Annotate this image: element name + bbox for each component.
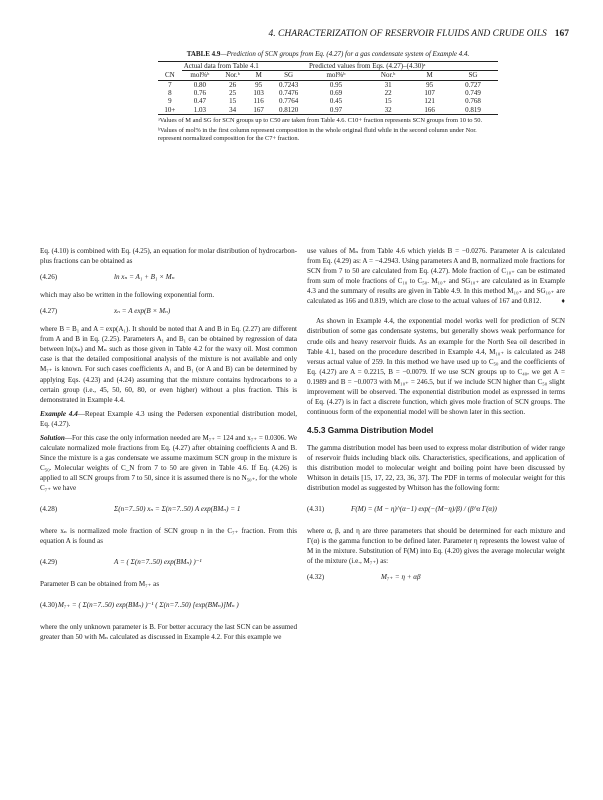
paragraph	[307, 246, 565, 306]
col-header: M	[247, 71, 270, 80]
example-text: —Repeat Example 4.3 using the Pedersen exponential distribution model, Eq. (4.27).	[40, 409, 298, 428]
equation-label: (4.28)	[40, 505, 58, 514]
col-header: CN	[158, 71, 182, 80]
table-row	[158, 89, 498, 97]
table-cell: 10+	[158, 106, 182, 115]
col-header: mol%ᵇ	[307, 71, 365, 80]
equation-4-32	[307, 570, 565, 587]
table-cell: 0.47	[193, 97, 206, 106]
section-heading: 4.5.3 Gamma Distribution Model	[307, 425, 434, 435]
table-cell: 15	[384, 97, 392, 106]
equation-4-28	[40, 497, 297, 523]
solution-title: Solution	[40, 433, 65, 442]
table-cell: 0.80	[193, 80, 206, 89]
table-cell: 7	[168, 80, 172, 89]
table-cell: 8	[168, 88, 172, 97]
table-row	[158, 80, 498, 89]
table-cell: 0.749	[465, 88, 481, 97]
paragraph: Eq. (4.10) is combined with Eq. (4.25), an equation for molar distribution of hydrocarbon-plus fractions can be obtained as	[40, 247, 297, 266]
equation-4-27	[40, 304, 297, 321]
table-row	[158, 106, 498, 115]
paragraph: Parameter B can be obtained from M₇₊ as	[40, 580, 160, 589]
equation-body: F(M) = (M − η)^(α−1) exp(−(M−η)/β) / (β^α Γ(α))	[351, 505, 497, 514]
paragraph-text: use values of Mₙ from Table 4.6 which yields B = −0.0276. Parameter A is calculated from Eq. (4.29) as: A = −4.2943. Using parameters A and B, normalized mole fractions for SCN from 7 to 50 are calculated from Eq. (4.27). Mole fraction of C₁₀₊ can be estimated from sum of mole fractions of C₁₀ to C₅₀. M₁₀₊ and SG₁₀₊ are calculated as in Example 4.3 and the summary of results are given in Table 4.9. In this method M₁₀₊ and SG₁₀₊ are calculated as 166 and 0.819, which are close to the actual values of 167 and 0.812.	[307, 247, 565, 306]
table-cell: 0.7243	[278, 80, 299, 89]
table-cell: 25	[229, 88, 237, 97]
equation-label: (4.27)	[40, 307, 58, 316]
table-cell: 103	[253, 88, 264, 97]
table-cell: 0.7476	[278, 88, 299, 97]
table-cell: 107	[424, 88, 435, 97]
table-cell: 0.7764	[278, 97, 299, 106]
table-cell: 0.768	[465, 97, 481, 106]
table-cell: 0.45	[329, 97, 343, 106]
running-header	[60, 28, 569, 41]
end-of-example-mark: ♦	[561, 297, 565, 306]
table-label: TABLE 4.9	[186, 50, 221, 58]
table-cell: 166	[411, 106, 448, 115]
table-footnote-a: ᵃValues of M and SG for SCN groups up to C50 are taken from Table 4.6. C10+ fraction represents SCN groups from 10 to 50.	[158, 117, 483, 125]
data-table	[158, 61, 498, 115]
table-cell: 0.76	[193, 88, 206, 97]
table-cell: 15	[229, 97, 237, 106]
table-4-9	[158, 50, 498, 143]
paragraph: where xₙ is normalized mole fraction of SCN group n in the C₇₊ fraction. From this equation A is found as	[40, 527, 297, 546]
page-number: 167	[554, 29, 569, 39]
paragraph: where the only unknown parameter is B. For better accuracy the last SCN can be assumed greater than 50 with Mₙ calculated as discussed in Example 4.2. For this example we	[40, 623, 297, 642]
table-cell: 31	[384, 80, 392, 89]
table-cell: 0.8120	[270, 106, 307, 115]
table-cell: 1.03	[182, 106, 218, 115]
col-header: Nor.ᵇ	[218, 71, 247, 80]
left-column	[40, 246, 297, 647]
paragraph: which may also be written in the following exponential form.	[40, 291, 215, 300]
equation-4-31	[307, 497, 565, 523]
table-cell: 95	[426, 80, 434, 89]
equation-4-30	[40, 593, 297, 619]
equation-4-26	[40, 270, 297, 287]
paragraph: The gamma distribution model has been used to express molar distribution of wider range of reservoir fluids including black oils. Characteristics, specifications, and application of this distribution model to molecular weight and boiling point have been discussed by Whitson in details [15, 17, 22, 23, 36, 37]. The PDF in terms of molecular weight for this distribution model as suggested by Whitson has the following form:	[307, 443, 565, 493]
equation-body: xₙ = A exp(B × Mₙ)	[114, 307, 171, 316]
equation-4-29	[40, 550, 297, 576]
table-caption-text: —Prediction of SCN groups from Eq. (4.27) for a gas condensate system of Example 4.4.	[220, 50, 470, 58]
group-predicted: Predicted values from Eqs. (4.27)–(4.30)ᵃ	[307, 61, 498, 70]
equation-label: (4.31)	[307, 505, 325, 514]
right-column	[307, 246, 565, 590]
table-cell: 0.95	[329, 80, 343, 89]
example-title: Example 4.4	[40, 409, 78, 418]
table-cell: 116	[253, 97, 264, 106]
table-row	[158, 97, 498, 105]
col-header: Nor.ᵇ	[365, 71, 412, 80]
equation-body: M₇₊ = ( Σ(n=7..50) exp(BMₙ) )⁻¹ ( Σ(n=7..50) [exp(BMₙ)]Mₙ )	[58, 601, 239, 610]
equation-body: A = ( Σ(n=7..50) exp(BMₙ) )⁻¹	[114, 558, 202, 567]
solution-text: —For this case the only information needed are M₇₊ = 124 and x₇₊ = 0.0306. We calculate normalized mole fractions from Eq. (4.27) after obtaining coefficients A and B. Since the mixture is a gas condensate we assume maximum SCN group in the mixture is C₅₀. Molecular weights of C_N from 7 to 50 are given in Table 4.6. If Eq. (4.26) is applied to all SCN groups from 7 to 50, since it is assumed there is no N₅₀₊, for the whole C₇₊ we have	[40, 433, 297, 493]
col-header: mol%ᵇ	[182, 71, 218, 80]
example-4-4	[40, 409, 297, 429]
equation-label: (4.30)	[40, 601, 58, 610]
table-cell: 0.97	[307, 106, 365, 115]
table-cell: 0.819	[448, 106, 498, 115]
paragraph: where α, β, and η are three parameters that should be determined for each mixture and Γ(α) is the gamma function to be defined later. Parameter η represents the lowest value of M in the mixture. Substitution of F(M) into Eq. (4.20) gives the average molecular weight of the mixture (i.e., M₇₊) as:	[307, 527, 565, 566]
equation-body: Σ(n=7..50) xₙ = Σ(n=7..50) A exp(BMₙ) = 1	[114, 505, 241, 514]
paragraph: where B = B₁ and A = exp(A₁). It should be noted that A and B in Eq. (2.27) are different from A and B in Eq. (2.25). Parameters A₁ and B₁ can be obtained by regression of data between ln(xₙ) and Mₙ such as those given in Table 4.2 for the waxy oil. Most common case is that the detailed compositional analysis of the mixture is not available and only M₇₊ is known. For such cases coefficients A₁ and B₁ (or A and B) can be determined by applying Eqs. (4.23) and (4.24) assuming that the mixture contains hydrocarbons to a certain group (i.e., 45, 50, 60, 80, or even higher) without a plus fraction. This is demonstrated in Example 4.4.	[40, 325, 297, 404]
table-cell: 26	[229, 80, 237, 89]
group-actual: Actual data from Table 4.1	[182, 61, 307, 70]
equation-label: (4.29)	[40, 558, 58, 567]
table-cell: 121	[424, 97, 435, 106]
table-cell: 0.69	[329, 88, 343, 97]
equation-body: M₇₊ = η + αβ	[381, 573, 421, 582]
col-header: SG	[270, 71, 307, 80]
table-cell: 32	[365, 106, 412, 115]
table-caption	[158, 50, 498, 59]
equation-body: ln xₙ = A₁ + B₁ × Mₙ	[114, 273, 175, 282]
table-cell: 95	[255, 80, 263, 89]
solution	[40, 433, 297, 493]
paragraph: As shown in Example 4.4, the exponential model works well for prediction of SCN distribution of some gas condensate systems, but generally shows weak performance for crude oils and heavy reservoir fluids. As an example for the North Sea oil described in Table 4.1, based on the procedure described in Example 4.4, M₁₀₊ is calculated as 248 versus actual value of 259. In this method we have used up to C₅₀ and the coefficients of Eq. (4.27) are A = 0.2215, B = −0.0079. If we use SCN groups up to C₄₀, we get A = 0.1989 and B = −0.0073 with M₁₀₊ = 246.5, but if we include SCN higher than C₅₀ slight improvement will be observed. The exponential distribution model as expressed in terms of Eq. (4.27) is in fact a discrete function, which gives mole fraction of SCN groups. The continuous form of the exponential model will be shown later in this section.	[307, 317, 565, 416]
table-cell: 0.727	[465, 80, 481, 89]
col-header: M	[411, 71, 448, 80]
table-cell: 34	[218, 106, 247, 115]
table-cell: 9	[168, 97, 172, 106]
col-header: SG	[448, 71, 498, 80]
equation-label: (4.32)	[307, 573, 325, 582]
equation-label: (4.26)	[40, 273, 58, 282]
header-title: 4. CHARACTERIZATION OF RESERVOIR FLUIDS AND CRUDE OILS	[268, 29, 547, 39]
table-cell: 167	[247, 106, 270, 115]
table-cell: 22	[384, 88, 392, 97]
table-footnote-b: ᵇValues of mol% in the first column represent composition in the whole original fluid while in the second column under Nor. represent normalized composition for the C7+ fraction.	[158, 127, 477, 143]
